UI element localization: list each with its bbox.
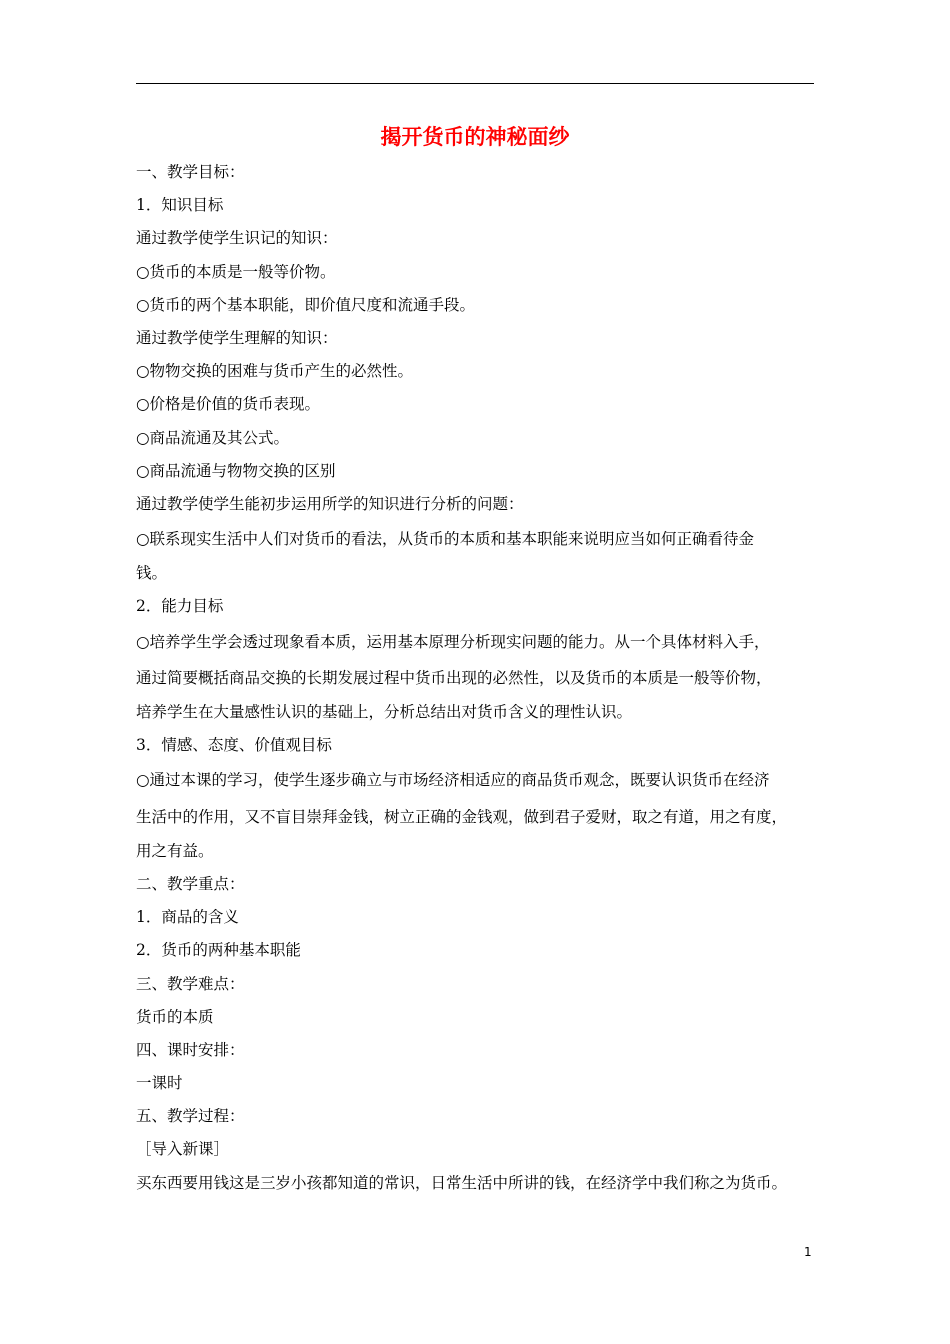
page-number: 1 bbox=[804, 1245, 812, 1259]
bullet-item: ○物物交换的困难与货币产生的必然性。 bbox=[136, 362, 414, 381]
section-heading: 四、课时安排： bbox=[136, 1040, 245, 1059]
paragraph-line: 培养学生在大量感性认识的基础上，分析总结出对货币含义的理性认识。 bbox=[136, 703, 633, 721]
paragraph-line: 用之有益。 bbox=[136, 841, 214, 860]
paragraph-line: 钱。 bbox=[136, 564, 168, 583]
subsection-heading: 1．知识目标 bbox=[136, 196, 224, 215]
section-heading: 一、教学目标： bbox=[136, 163, 245, 181]
bullet-item: ○价格是价值的货币表现。 bbox=[136, 395, 321, 414]
subsection-heading: 2．能力目标 bbox=[136, 597, 224, 616]
bullet-item: ○通过本课的学习，使学生逐步确立与市场经济相适应的商品货币观念，既要认识货币在经济 bbox=[136, 771, 770, 790]
paragraph-line: 通过教学使学生能初步运用所学的知识进行分析的问题： bbox=[136, 494, 524, 513]
list-item: 1．商品的含义 bbox=[136, 908, 239, 927]
section-heading: 五、教学过程： bbox=[136, 1107, 245, 1126]
paragraph-line: 生活中的作用，又不盲目崇拜金钱，树立正确的金钱观，做到君子爱财，取之有道，用之有度， bbox=[136, 807, 788, 826]
subsection-heading: 3．情感、态度、价值观目标 bbox=[136, 736, 332, 755]
paragraph-line: 一课时 bbox=[136, 1074, 183, 1093]
section-heading: 二、教学重点： bbox=[136, 874, 245, 893]
bullet-item: ○商品流通及其公式。 bbox=[136, 428, 290, 447]
bullet-item: ○商品流通与物物交换的区别 bbox=[136, 461, 336, 480]
paragraph-line: 货币的本质 bbox=[136, 1007, 214, 1026]
paragraph-line: 买东西要用钱这是三岁小孩都知道的常识，日常生活中所讲的钱，在经济学中我们称之为货币。 bbox=[136, 1173, 788, 1192]
subsection-heading: ［导入新课］ bbox=[136, 1140, 230, 1159]
section-heading: 三、教学难点： bbox=[136, 974, 245, 993]
list-item: 2．货币的两种基本职能 bbox=[136, 941, 301, 960]
paragraph-line: 通过简要概括商品交换的长期发展过程中货币出现的必然性，以及货币的本质是一般等价物， bbox=[136, 668, 772, 687]
bullet-item: ○货币的本质是一般等价物。 bbox=[136, 262, 336, 281]
bullet-item: ○货币的两个基本职能，即价值尺度和流通手段。 bbox=[136, 295, 476, 314]
document-body bbox=[136, 156, 816, 1200]
paragraph-line: 通过教学使学生识记的知识： bbox=[136, 229, 338, 248]
bullet-item: ○联系现实生活中人们对货币的看法，从货币的本质和基本职能来说明应当如何正确看待金 bbox=[136, 530, 755, 549]
bullet-item: ○培养学生学会透过现象看本质，运用基本原理分析现实问题的能力。从一个具体材料入手， bbox=[136, 632, 770, 651]
header-rule bbox=[136, 83, 814, 84]
document-title: 揭开货币的神秘面纱 bbox=[380, 125, 570, 149]
paragraph-line: 通过教学使学生理解的知识： bbox=[136, 328, 338, 347]
